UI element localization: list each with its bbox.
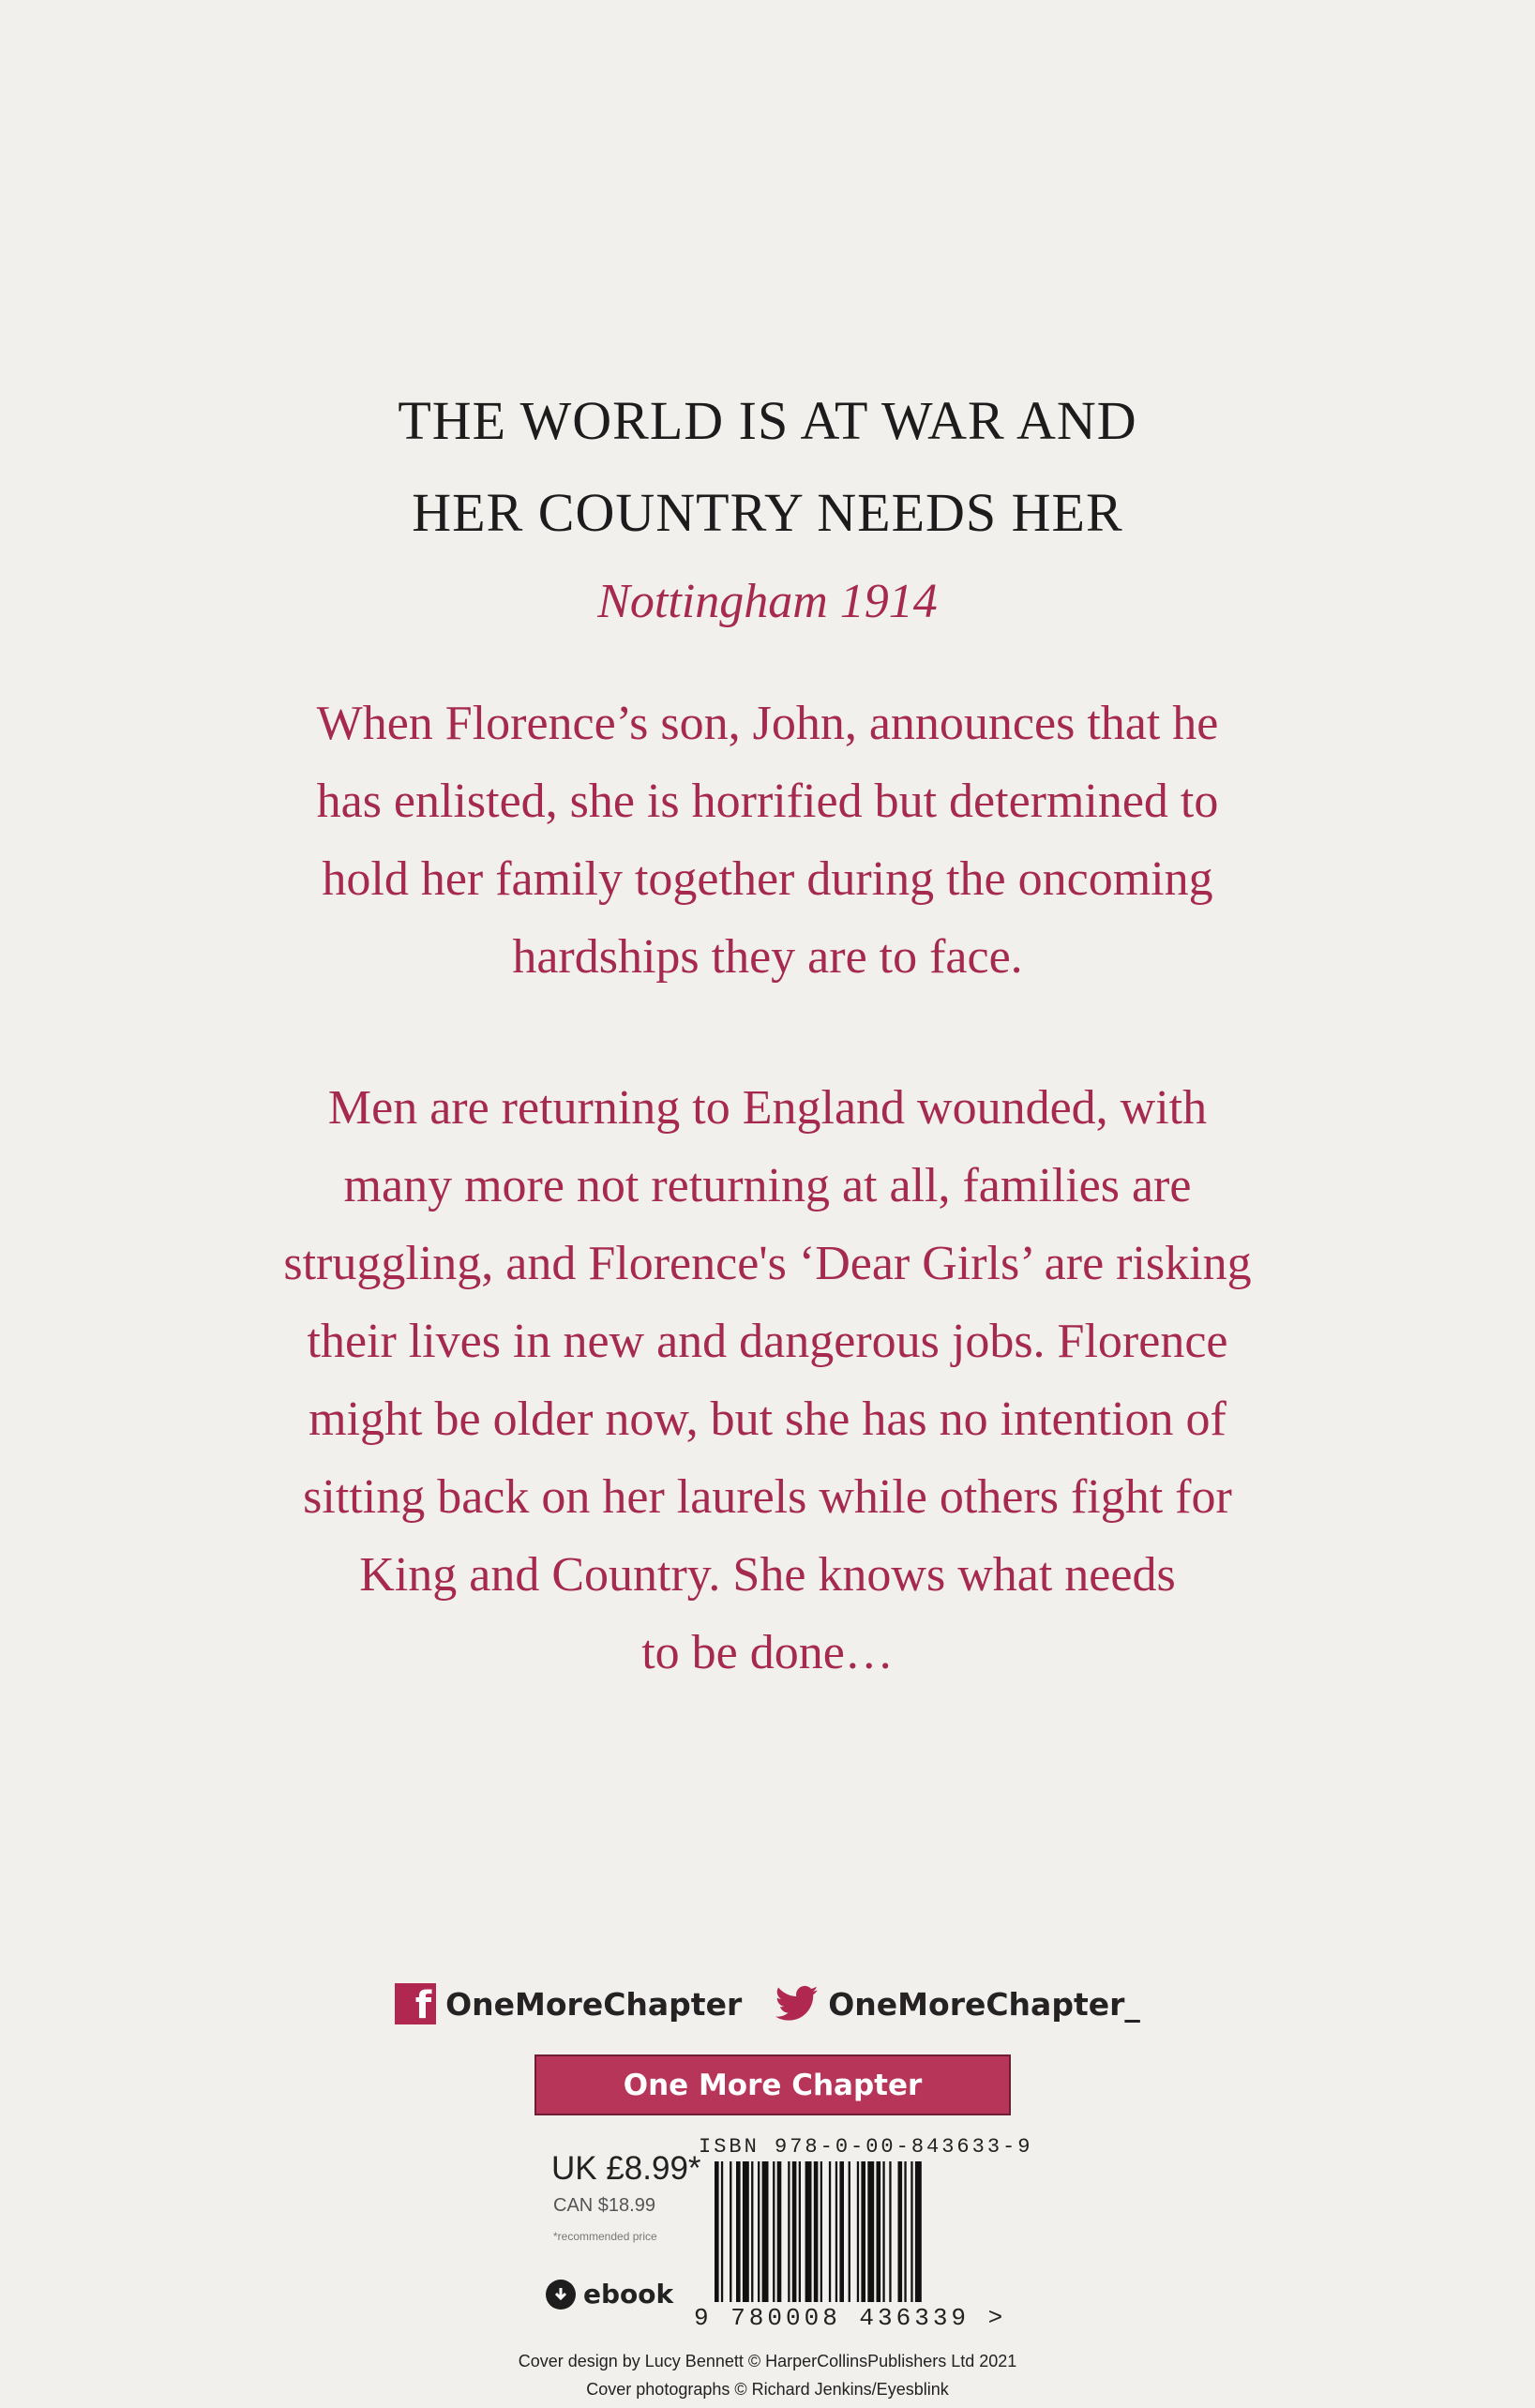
imprint-logo: One More Chapter <box>534 2054 1011 2115</box>
setting-subhead: Nottingham 1914 <box>597 575 938 628</box>
barcode-bar <box>898 2161 903 2302</box>
facebook-icon: f <box>395 1983 436 2024</box>
isbn-number: ISBN 978-0-00-843633-9 <box>699 2135 1033 2159</box>
ebook-label: ebook <box>583 2279 674 2310</box>
barcode <box>715 2161 977 2302</box>
barcode-bar <box>904 2161 906 2302</box>
price-note: *recommended price <box>553 2230 657 2243</box>
barcode-bar <box>820 2161 822 2302</box>
headline-line-1: THE WORLD IS AT WAR AND <box>398 390 1137 451</box>
download-icon <box>546 2280 576 2310</box>
barcode-bar <box>857 2161 859 2302</box>
social-links <box>0 1983 1535 2027</box>
credit-line-1: Cover design by Lucy Bennett © HarperCollinsPublishers Ltd 2021 <box>518 2352 1017 2370</box>
blurb-paragraph-1 <box>0 685 1535 996</box>
blurb-line: struggling, and Florence's ‘Dear Girls’ are risking <box>283 1237 1252 1290</box>
price-uk: UK £8.99* <box>551 2150 701 2187</box>
facebook-link[interactable] <box>395 1983 743 2027</box>
barcode-bar <box>751 2161 753 2302</box>
twitter-icon <box>775 1985 819 2023</box>
barcode-bar <box>910 2161 912 2302</box>
twitter-link[interactable] <box>775 1983 1140 2024</box>
barcode-bar <box>861 2161 865 2302</box>
blurb-line: sitting back on her laurels while others fight for <box>303 1470 1232 1524</box>
blurb-line: When Florence’s son, John, announces that he <box>316 697 1219 750</box>
twitter-handle: OneMoreChapter_ <box>828 1985 1140 2023</box>
price-can: CAN $18.99 <box>553 2195 655 2216</box>
barcode-bar <box>835 2161 837 2302</box>
blurb-line: hardships they are to face. <box>512 930 1023 984</box>
barcode-bar <box>882 2161 884 2302</box>
barcode-bar <box>721 2161 723 2302</box>
blurb-paragraph-2 <box>0 1069 1535 1692</box>
facebook-handle: OneMoreChapter <box>445 1985 743 2023</box>
ebook-badge <box>546 2279 673 2310</box>
blurb-line: might be older now, but she has no intention of <box>309 1392 1226 1446</box>
blurb-line: their lives in new and dangerous jobs. Florence <box>307 1315 1228 1368</box>
credit-line-2: Cover photographs © Richard Jenkins/Eyesblink <box>586 2380 949 2399</box>
cover-credits <box>0 2347 1535 2403</box>
blurb-line: Men are returning to England wounded, with <box>327 1081 1208 1135</box>
barcode-bar <box>773 2161 775 2302</box>
barcode-bar <box>805 2161 812 2302</box>
barcode-bar <box>839 2161 844 2302</box>
blurb-line: hold her family together during the oncoming <box>322 852 1213 906</box>
barcode-bar <box>762 2161 769 2302</box>
barcode-bar <box>730 2161 731 2302</box>
barcode-bar <box>889 2161 891 2302</box>
barcode-bar <box>743 2161 749 2302</box>
barcode-digits: 9 780008 436339 > <box>694 2304 1007 2332</box>
barcode-bar <box>736 2161 741 2302</box>
blurb-line: many more not returning at all, families are <box>343 1159 1192 1212</box>
barcode-bar <box>849 2161 850 2302</box>
barcode-bar <box>877 2161 881 2302</box>
barcode-bar <box>867 2161 874 2302</box>
barcode-bar <box>829 2161 831 2302</box>
blurb-line: to be done… <box>641 1626 894 1679</box>
barcode-bar <box>814 2161 819 2302</box>
barcode-bar <box>792 2161 797 2302</box>
headline-line-2: HER COUNTRY NEEDS HER <box>412 482 1123 543</box>
headline <box>0 375 1535 559</box>
barcode-bar <box>758 2161 760 2302</box>
barcode-bar <box>715 2161 719 2302</box>
barcode-bar <box>788 2161 790 2302</box>
barcode-bar <box>777 2161 782 2302</box>
blurb-line: King and Country. She knows what needs <box>359 1548 1176 1602</box>
barcode-bar <box>915 2161 922 2302</box>
blurb-line: has enlisted, she is horrified but determined to <box>316 775 1219 828</box>
barcode-bar <box>799 2161 801 2302</box>
